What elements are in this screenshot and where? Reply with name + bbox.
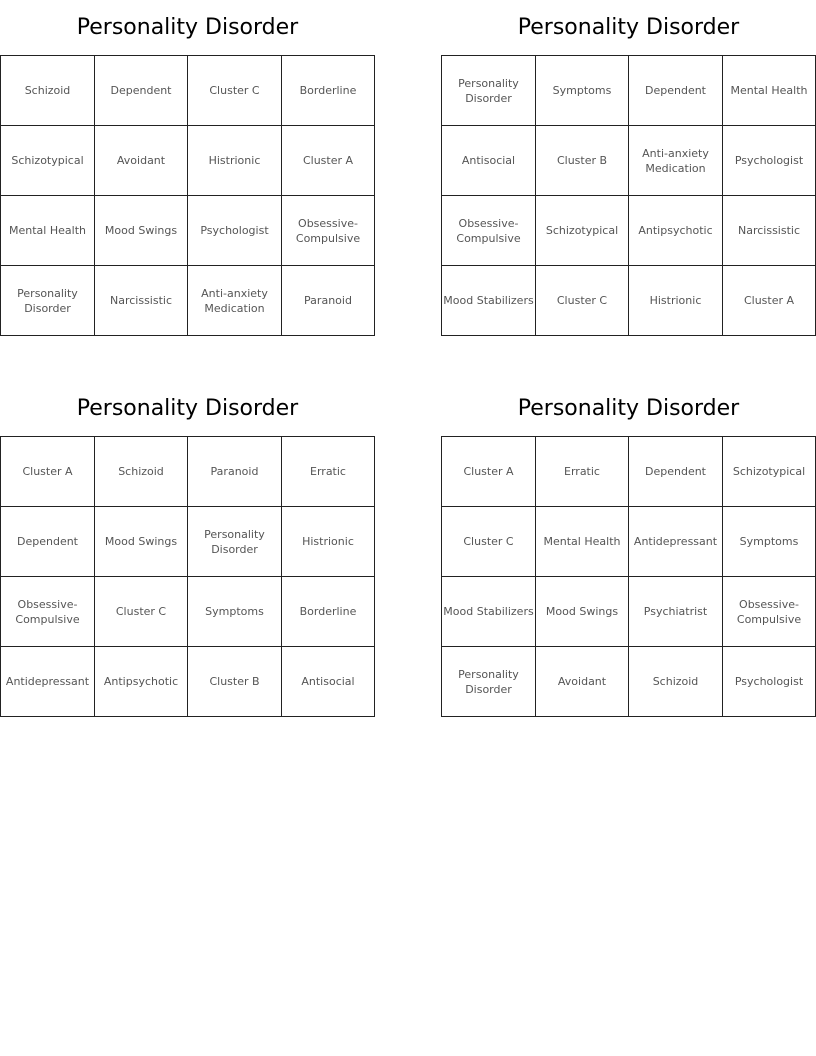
- bingo-cell: Personality Disorder: [442, 56, 536, 126]
- bingo-cell: Symptoms: [723, 507, 816, 577]
- bingo-cell: Obsessive- Compulsive: [1, 577, 95, 647]
- bingo-cell: Symptoms: [188, 577, 282, 647]
- bingo-cell: Cluster A: [1, 437, 95, 507]
- bingo-grid: [441, 55, 816, 336]
- bingo-cell: Erratic: [536, 437, 629, 507]
- bingo-cell: Histrionic: [282, 507, 375, 577]
- bingo-cell: Cluster B: [188, 647, 282, 717]
- bingo-cell: Obsessive- Compulsive: [442, 196, 536, 266]
- bingo-cell: Psychologist: [723, 126, 816, 196]
- bingo-cell: Cluster B: [536, 126, 629, 196]
- bingo-cell: Histrionic: [629, 266, 723, 336]
- bingo-cell: Mood Swings: [536, 577, 629, 647]
- bingo-cell: Mood Stabilizers: [442, 577, 536, 647]
- bingo-cell: Schizoid: [95, 437, 188, 507]
- bingo-cell: Avoidant: [536, 647, 629, 717]
- bingo-cell: Mood Swings: [95, 507, 188, 577]
- bingo-cell: Antidepressant: [629, 507, 723, 577]
- bingo-cell: Psychiatrist: [629, 577, 723, 647]
- bingo-cell: Dependent: [95, 56, 188, 126]
- bingo-cell: Schizotypical: [1, 126, 95, 196]
- bingo-grid: [0, 55, 375, 336]
- bingo-cell: Schizotypical: [723, 437, 816, 507]
- bingo-cell: Mood Swings: [95, 196, 188, 266]
- bingo-grid: [0, 436, 375, 717]
- bingo-cell: Schizoid: [629, 647, 723, 717]
- bingo-card-4: [441, 381, 816, 717]
- bingo-cell: Mental Health: [723, 56, 816, 126]
- bingo-cell: Psychologist: [188, 196, 282, 266]
- bingo-cell: Cluster A: [442, 437, 536, 507]
- bingo-cell: Avoidant: [95, 126, 188, 196]
- bingo-cell: Paranoid: [282, 266, 375, 336]
- bingo-cell: Dependent: [629, 56, 723, 126]
- bingo-cell: Antipsychotic: [95, 647, 188, 717]
- bingo-cell: Schizotypical: [536, 196, 629, 266]
- bingo-cell: Mental Health: [1, 196, 95, 266]
- card-title: Personality Disorder: [76, 15, 299, 40]
- bingo-cell: Paranoid: [188, 437, 282, 507]
- bingo-cell: Cluster C: [188, 56, 282, 126]
- bingo-cell: Schizoid: [1, 56, 95, 126]
- bingo-cell: Anti-anxiety Medication: [188, 266, 282, 336]
- bingo-cell: Obsessive- Compulsive: [723, 577, 816, 647]
- bingo-cell: Mood Stabilizers: [442, 266, 536, 336]
- bingo-cell: Personality Disorder: [442, 647, 536, 717]
- bingo-cell: Dependent: [629, 437, 723, 507]
- bingo-cell: Cluster C: [536, 266, 629, 336]
- card-title: Personality Disorder: [517, 15, 740, 40]
- card-title: Personality Disorder: [517, 396, 740, 421]
- bingo-cell: Cluster C: [442, 507, 536, 577]
- bingo-cell: Obsessive- Compulsive: [282, 196, 375, 266]
- bingo-cell: Antipsychotic: [629, 196, 723, 266]
- bingo-cell: Antidepressant: [1, 647, 95, 717]
- bingo-cell: Borderline: [282, 56, 375, 126]
- bingo-cell: Antisocial: [282, 647, 375, 717]
- bingo-cell: Psychologist: [723, 647, 816, 717]
- bingo-cell: Dependent: [1, 507, 95, 577]
- bingo-cell: Personality Disorder: [188, 507, 282, 577]
- bingo-cell: Borderline: [282, 577, 375, 647]
- bingo-cell: Histrionic: [188, 126, 282, 196]
- bingo-cell: Erratic: [282, 437, 375, 507]
- bingo-cell: Anti-anxiety Medication: [629, 126, 723, 196]
- bingo-cell: Narcissistic: [723, 196, 816, 266]
- bingo-cell: Mental Health: [536, 507, 629, 577]
- bingo-cell: Cluster C: [95, 577, 188, 647]
- bingo-cell: Symptoms: [536, 56, 629, 126]
- bingo-card-3: [0, 381, 375, 717]
- bingo-grid: [441, 436, 816, 717]
- bingo-cell: Narcissistic: [95, 266, 188, 336]
- bingo-cell: Cluster A: [282, 126, 375, 196]
- bingo-card-1: [0, 0, 375, 336]
- bingo-cell: Antisocial: [442, 126, 536, 196]
- bingo-cell: Cluster A: [723, 266, 816, 336]
- bingo-cell: Personality Disorder: [1, 266, 95, 336]
- card-title: Personality Disorder: [76, 396, 299, 421]
- bingo-card-2: [441, 0, 816, 336]
